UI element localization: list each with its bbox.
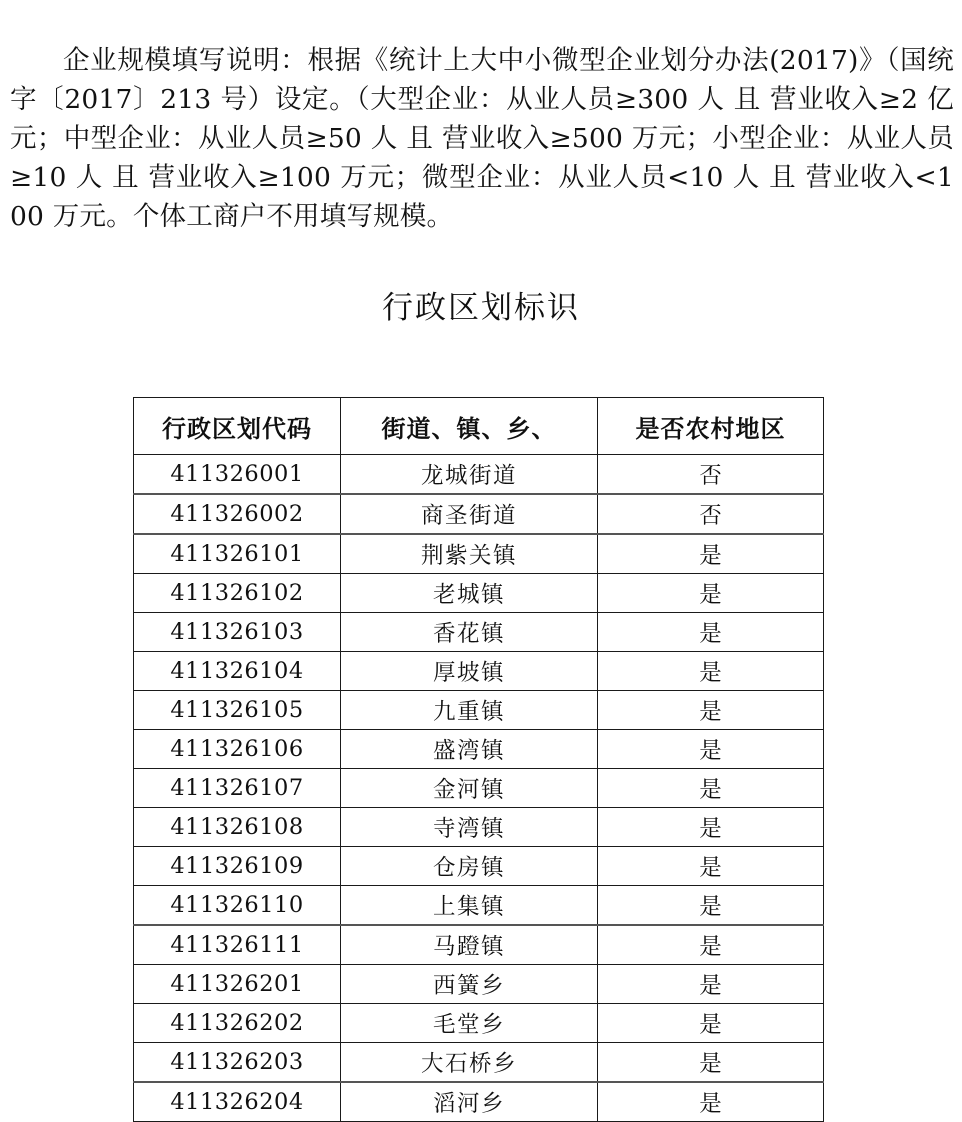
- cell-division-name: 金河镇: [341, 769, 598, 808]
- cell-is-rural-area: 是: [598, 1082, 824, 1122]
- cell-division-name: 盛湾镇: [341, 730, 598, 769]
- cell-division-name: 仓房镇: [341, 847, 598, 886]
- table-row: [134, 769, 824, 808]
- cell-division-code: 411326105: [134, 691, 341, 730]
- cell-division-code: 411326103: [134, 613, 341, 652]
- table-row: [134, 494, 824, 534]
- cell-division-code: 411326111: [134, 925, 341, 965]
- cell-division-code: 411326109: [134, 847, 341, 886]
- cell-division-code: 411326107: [134, 769, 341, 808]
- table-row: [134, 1043, 824, 1083]
- cell-division-name: 大石桥乡: [341, 1043, 598, 1083]
- cell-division-code: 411326201: [134, 965, 341, 1004]
- table-row: [134, 1082, 824, 1122]
- table-row: [134, 534, 824, 574]
- cell-division-name: 滔河乡: [341, 1082, 598, 1122]
- cell-is-rural-area: 是: [598, 730, 824, 769]
- cell-division-code: 411326104: [134, 652, 341, 691]
- cell-is-rural-area: 否: [598, 494, 824, 534]
- cell-division-code: 411326101: [134, 534, 341, 574]
- administrative-division-table-wrapper: [133, 397, 823, 1122]
- enterprise-scale-instructions: 企业规模填写说明：根据《统计上大中小微型企业划分办法(2017)》（国统字〔2017〕213 号）设定。（大型企业：从业人员≥300 人 且 营业收入≥2 亿元；中型企业：从业人员≥50 人 且 营业收入≥500 万元；小型企业：从业人员≥10 人 且 营业收入≥100 万元；微型企业：从业人员<10 人 且 营业收入<100 万元。个体工商户不用填写规模。: [10, 44, 954, 232]
- cell-division-code: 411326001: [134, 455, 341, 495]
- column-header-name-label: 街道、镇、乡、: [381, 413, 557, 443]
- table-row: [134, 847, 824, 886]
- cell-division-name: 西簧乡: [341, 965, 598, 1004]
- cell-division-name: 马蹬镇: [341, 925, 598, 965]
- cell-division-name: 荆紫关镇: [341, 534, 598, 574]
- column-header-rural: [598, 398, 824, 455]
- cell-is-rural-area: 是: [598, 847, 824, 886]
- table-row: [134, 574, 824, 613]
- cell-is-rural-area: 是: [598, 534, 824, 574]
- cell-division-name: 龙城街道: [341, 455, 598, 495]
- cell-is-rural-area: 是: [598, 769, 824, 808]
- table-header-row: [134, 398, 824, 455]
- cell-is-rural-area: 是: [598, 691, 824, 730]
- cell-division-code: 411326102: [134, 574, 341, 613]
- table-row: [134, 1004, 824, 1043]
- cell-is-rural-area: 是: [598, 574, 824, 613]
- table-row: [134, 691, 824, 730]
- cell-division-code: 411326106: [134, 730, 341, 769]
- cell-is-rural-area: 是: [598, 808, 824, 847]
- cell-division-code: 411326002: [134, 494, 341, 534]
- cell-division-name: 厚坡镇: [341, 652, 598, 691]
- table-row: [134, 965, 824, 1004]
- cell-division-name: 九重镇: [341, 691, 598, 730]
- table-row: [134, 730, 824, 769]
- cell-division-name: 香花镇: [341, 613, 598, 652]
- table-row: [134, 925, 824, 965]
- cell-is-rural-area: 是: [598, 965, 824, 1004]
- cell-division-code: 411326204: [134, 1082, 341, 1122]
- cell-is-rural-area: 是: [598, 1043, 824, 1083]
- table-body: [134, 455, 824, 1122]
- intro-block: [10, 14, 954, 262]
- table-row: [134, 455, 824, 495]
- cell-division-name: 寺湾镇: [341, 808, 598, 847]
- cell-division-code: 411326108: [134, 808, 341, 847]
- cell-division-code: 411326202: [134, 1004, 341, 1043]
- page-title: 行政区划标识: [382, 290, 580, 326]
- table-row: [134, 652, 824, 691]
- cell-division-code: 411326203: [134, 1043, 341, 1083]
- table-row: [134, 613, 824, 652]
- cell-is-rural-area: 是: [598, 886, 824, 926]
- cell-is-rural-area: 是: [598, 1004, 824, 1043]
- table-header: [134, 398, 824, 455]
- table-row: [134, 886, 824, 926]
- cell-is-rural-area: 否: [598, 455, 824, 495]
- column-header-code: [134, 398, 341, 455]
- cell-division-name: 老城镇: [341, 574, 598, 613]
- cell-division-name: 上集镇: [341, 886, 598, 926]
- cell-division-code: 411326110: [134, 886, 341, 926]
- cell-division-name: 毛堂乡: [341, 1004, 598, 1043]
- cell-is-rural-area: 是: [598, 652, 824, 691]
- column-header-rural-label: 是否农村地区: [635, 413, 786, 443]
- table-row: [134, 808, 824, 847]
- column-header-name: [341, 398, 598, 455]
- administrative-division-table: [133, 397, 824, 1122]
- column-header-code-label: 行政区划代码: [162, 413, 312, 443]
- cell-is-rural-area: 是: [598, 925, 824, 965]
- cell-division-name: 商圣街道: [341, 494, 598, 534]
- cell-is-rural-area: 是: [598, 613, 824, 652]
